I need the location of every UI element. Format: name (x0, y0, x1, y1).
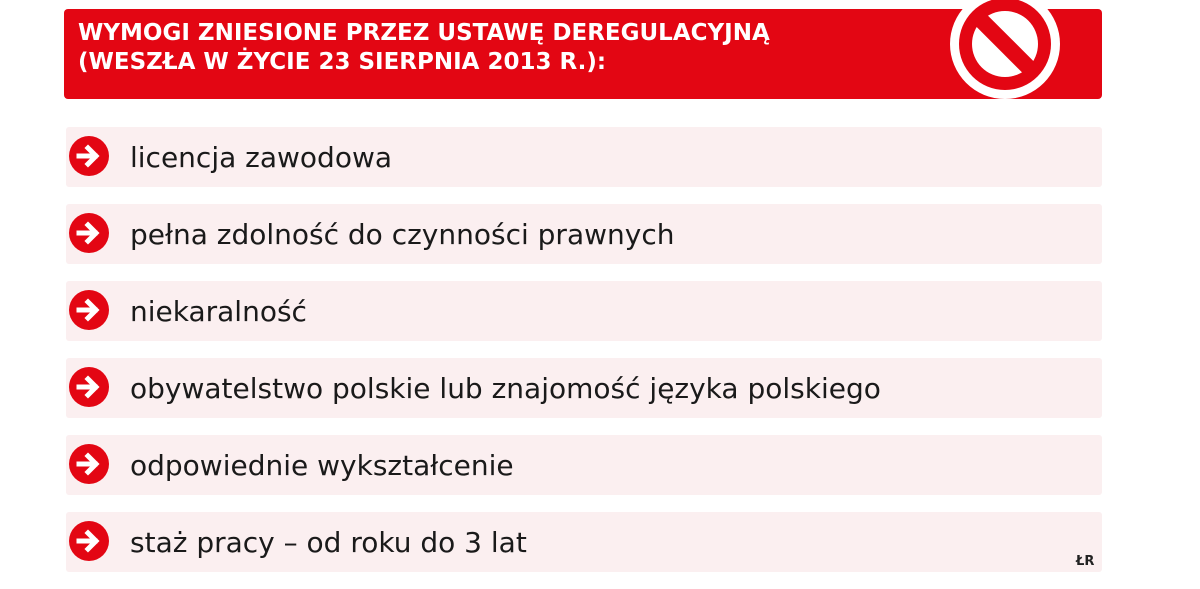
arrow-right-icon (68, 135, 110, 177)
arrow-right-icon (68, 443, 110, 485)
list-item-label: odpowiednie wykształcenie (130, 449, 514, 482)
source-credit: ŁR (1076, 554, 1095, 569)
arrow-right-icon (68, 289, 110, 331)
list-item-label: pełna zdolność do czynności prawnych (130, 218, 675, 251)
list-item (66, 512, 1102, 572)
list-item-label: niekaralność (130, 295, 307, 328)
list-item (66, 204, 1102, 264)
arrow-right-icon (68, 366, 110, 408)
header-title-line-2: (WESZŁA W ŻYCIE 23 SIERPNIA 2013 R.): (78, 49, 607, 75)
arrow-right-icon (68, 212, 110, 254)
list-item-label: staż pracy – od roku do 3 lat (130, 526, 527, 559)
list-item (66, 435, 1102, 495)
list-item (66, 281, 1102, 341)
list-item (66, 127, 1102, 187)
list-item-label: obywatelstwo polskie lub znajomość języka polskiego (130, 372, 881, 405)
arrow-right-icon (68, 520, 110, 562)
list-item (66, 358, 1102, 418)
header-title-line-1: WYMOGI ZNIESIONE PRZEZ USTAWĘ DEREGULACYJNĄ (78, 20, 770, 46)
list-item-label: licencja zawodowa (130, 141, 393, 174)
